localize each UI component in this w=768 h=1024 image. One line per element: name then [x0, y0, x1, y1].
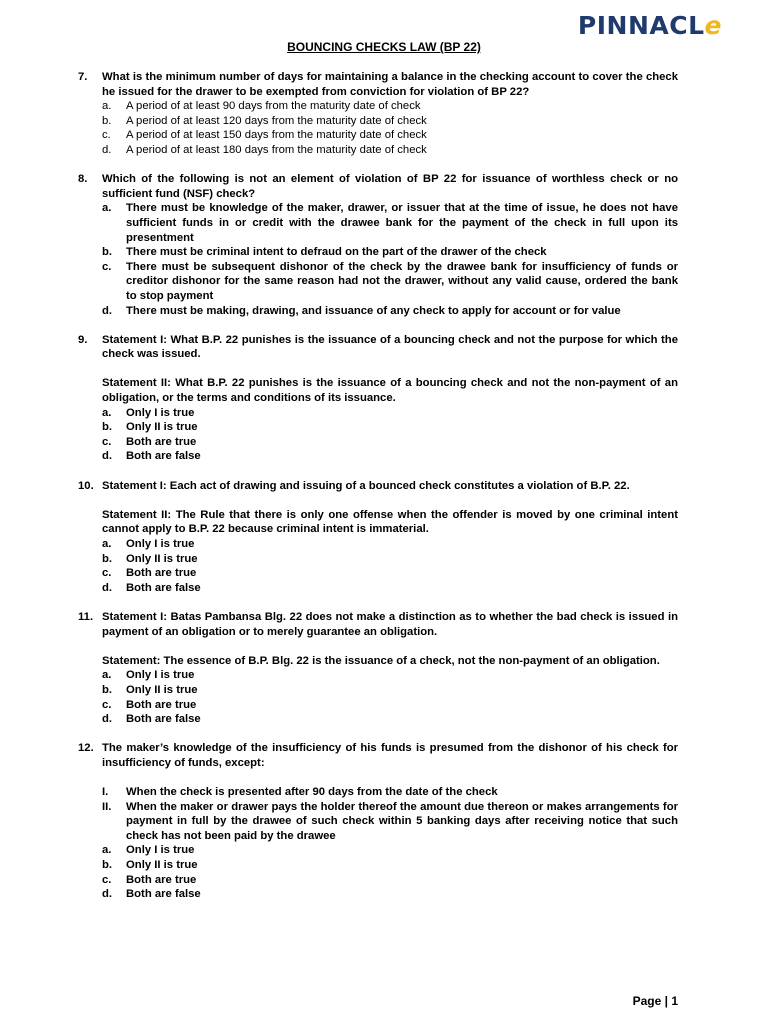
option-letter: d. — [102, 450, 113, 463]
option-letter: d. — [102, 713, 113, 726]
roman-statement — [102, 785, 678, 800]
answer-option — [102, 843, 678, 858]
question-text: Statement I: Batas Pambansa Blg. 22 does not make a distinction as to whether the bad check is issued in payment of an obligation or to merely guarantee an obligation. — [102, 610, 678, 638]
answer-option — [102, 683, 678, 698]
option-text: Only I is true — [126, 844, 195, 857]
roman-statement — [102, 800, 678, 844]
option-letter: a. — [102, 202, 112, 215]
answer-option — [102, 449, 678, 464]
answer-option — [102, 114, 678, 129]
answer-option — [102, 712, 678, 727]
page-title: BOUNCING CHECKS LAW (BP 22) — [287, 40, 481, 54]
option-text: Only I is true — [126, 669, 195, 682]
option-text: There must be subsequent dishonor of the check by the drawee bank for insufficiency of funds or creditor dishonor for the same reason had not the drawer, without any valid cause, ordered the bank to stop payment — [126, 260, 678, 302]
question-list — [78, 70, 678, 916]
question-12 — [78, 741, 678, 902]
option-text: Both are true — [126, 873, 197, 886]
option-text: There must be criminal intent to defraud on the part of the drawer of the check — [126, 246, 547, 259]
question-number: 9. — [78, 333, 88, 346]
option-letter: c. — [102, 435, 112, 448]
question-9 — [78, 333, 678, 464]
logo-main-text: PINNACL — [577, 11, 705, 40]
option-letter: d. — [102, 304, 113, 317]
answer-option — [102, 245, 678, 260]
question-text: Statement I: What B.P. 22 punishes is the issuance of a bouncing check and not the purpose for which the check was issued. — [102, 333, 678, 361]
option-text: Both are false — [126, 450, 201, 463]
answer-option — [102, 537, 678, 552]
question-11 — [78, 610, 678, 727]
option-letter: b. — [102, 683, 113, 696]
question-number: 12. — [78, 742, 94, 755]
option-letter: d. — [102, 581, 113, 594]
answer-options — [102, 668, 678, 726]
question-7 — [78, 70, 678, 158]
option-letter: a. — [102, 538, 112, 550]
answer-option — [102, 581, 678, 596]
answer-option — [102, 128, 678, 143]
option-text: There must be making, drawing, and issuance of any check to apply for account or for value — [126, 304, 621, 317]
answer-option — [102, 304, 678, 319]
option-text: Both are false — [126, 581, 201, 594]
page-number: Page | 1 — [632, 994, 678, 1008]
option-text: A period of at least 180 days from the maturity date of check — [126, 143, 427, 156]
option-text: A period of at least 150 days from the maturity date of check — [126, 129, 427, 142]
option-letter: a. — [102, 100, 112, 113]
option-text: A period of at least 120 days from the maturity date of check — [126, 114, 427, 127]
answer-options — [102, 537, 678, 595]
question-text: What is the minimum number of days for maintaining a balance in the checking account to cover the check he issued for the drawer to be exempted from conviction for violation of BP 22? — [102, 71, 678, 98]
answer-option — [102, 406, 678, 421]
option-text: Only II is true — [126, 552, 198, 565]
answer-option — [102, 420, 678, 435]
option-letter: a. — [102, 844, 112, 857]
question-text: The maker’s knowledge of the insufficiency of his funds is presumed from the dishonor of his check for insufficiency of funds, except: — [102, 742, 678, 769]
option-letter: a. — [102, 406, 112, 419]
answer-option — [102, 566, 678, 581]
option-letter: b. — [102, 421, 113, 434]
question-number: 7. — [78, 71, 88, 83]
statement-text: Statement II: What B.P. 22 punishes is the issuance of a bouncing check and not the non-payment of an obligation, or the terms and conditions of its issuance. — [102, 377, 678, 405]
answer-options — [102, 99, 678, 157]
question-number: 10. — [78, 479, 94, 492]
option-letter: a. — [102, 669, 112, 682]
option-text: Only I is true — [126, 538, 195, 550]
option-text: A period of at least 90 days from the maturity date of check — [126, 100, 421, 113]
question-10 — [78, 479, 678, 596]
option-letter: d. — [102, 143, 112, 156]
roman-statement-text: When the maker or drawer pays the holder thereof the amount due thereon or makes arrangements for payment in full by the drawee of such check within 5 banking days after receiving notice that such check has not been paid by the drawee — [126, 800, 678, 842]
option-letter: b. — [102, 859, 113, 872]
option-letter: c. — [102, 129, 111, 142]
option-letter: b. — [102, 246, 113, 259]
option-text: Both are true — [126, 435, 197, 448]
answer-option — [102, 858, 678, 873]
option-letter: c. — [102, 698, 112, 711]
answer-option — [102, 435, 678, 450]
option-text: Only II is true — [126, 859, 198, 872]
question-text: Statement I: Each act of drawing and issuing of a bounced check constitutes a violation of B.P. 22. — [102, 479, 630, 492]
statement-text: Statement II: The Rule that there is only one offense when the offender is moved by one criminal intent cannot apply to B.P. 22 because criminal intent is immaterial. — [102, 508, 678, 536]
option-text: Both are false — [126, 713, 201, 726]
option-text: There must be knowledge of the maker, drawer, or issuer that at the time of issue, he does not have sufficient funds in or credit with the drawee bank for the payment of the check in full upon its presentment — [126, 202, 678, 244]
roman-statements — [102, 785, 678, 843]
question-number: 11. — [78, 610, 94, 623]
roman-statement-text: When the check is presented after 90 days from the date of the check — [126, 786, 498, 799]
answer-option — [102, 873, 678, 888]
answer-option — [102, 143, 678, 158]
answer-option — [102, 260, 678, 304]
option-letter: b. — [102, 552, 113, 565]
question-8 — [78, 172, 678, 318]
option-text: Only II is true — [126, 683, 198, 696]
option-letter: d. — [102, 888, 113, 901]
answer-option — [102, 668, 678, 683]
option-text: Only II is true — [126, 421, 198, 434]
option-text: Both are true — [126, 567, 197, 580]
question-number: 8. — [78, 173, 88, 186]
statement-text: Statement: The essence of B.P. Blg. 22 is the issuance of a check, not the non-payment of an obligation. — [102, 654, 660, 667]
roman-numeral: I. — [102, 786, 109, 799]
answer-options — [102, 406, 678, 464]
answer-option — [102, 201, 678, 245]
roman-numeral: II. — [102, 800, 112, 813]
option-letter: c. — [102, 567, 112, 580]
option-text: Only I is true — [126, 406, 195, 419]
pinnacle-logo — [578, 12, 722, 40]
answer-options — [102, 843, 678, 901]
question-text: Which of the following is not an element of violation of BP 22 for issuance of worthless check or no sufficient fund (NSF) check? — [102, 173, 678, 200]
option-letter: c. — [102, 873, 112, 886]
answer-option — [102, 99, 678, 114]
answer-option — [102, 552, 678, 567]
option-text: Both are true — [126, 698, 197, 711]
option-letter: c. — [102, 260, 112, 273]
option-letter: b. — [102, 114, 112, 127]
option-text: Both are false — [126, 888, 201, 901]
answer-option — [102, 698, 678, 713]
logo-accent-text: e — [704, 11, 722, 40]
answer-options — [102, 201, 678, 318]
answer-option — [102, 887, 678, 902]
